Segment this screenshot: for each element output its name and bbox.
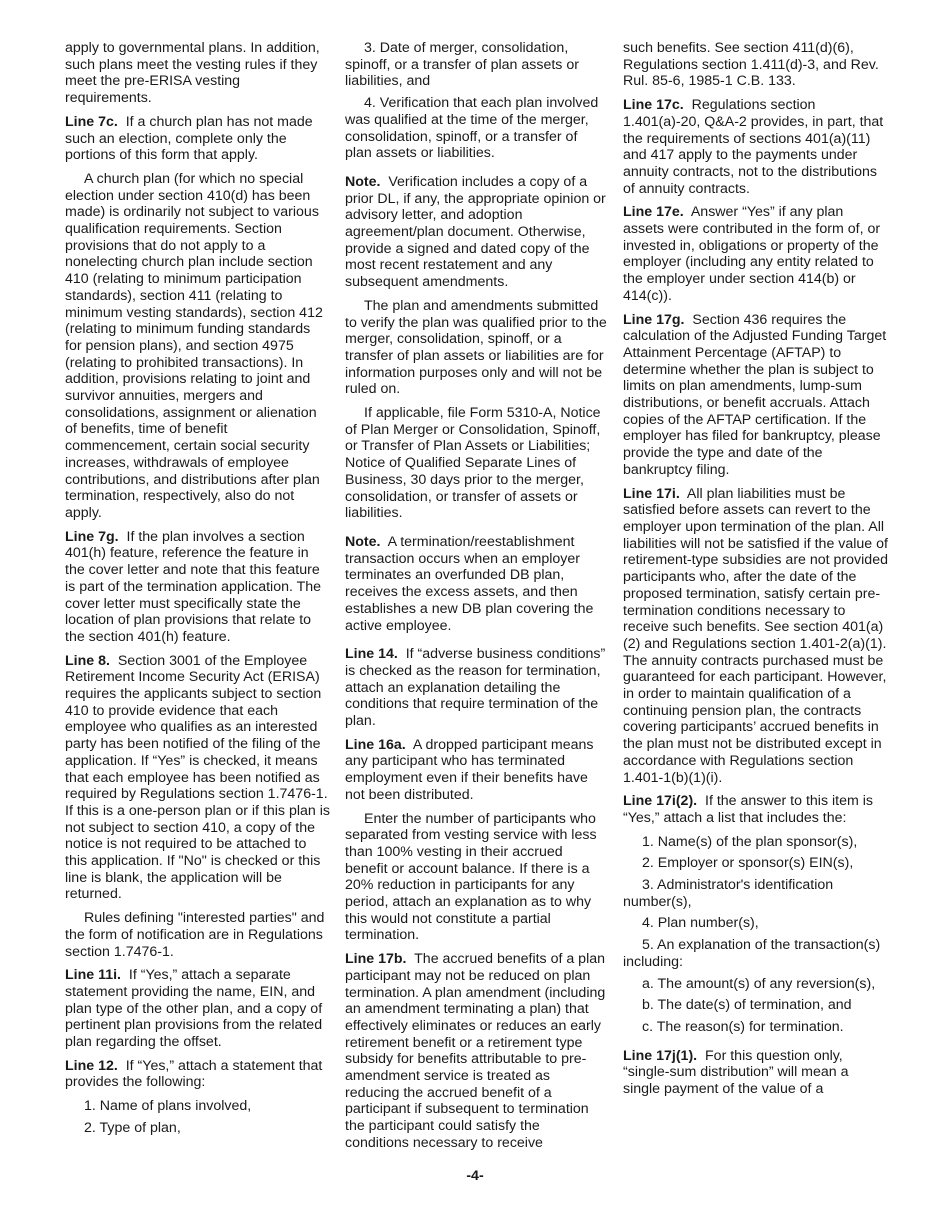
paragraph-text: If “Yes,” attach a separate statement providing the name, EIN, and plan type of the other plan, and a copy of pertinent plan provisions from the related plan regarding the offset. [65,967,323,1051]
sub-list-item: a. The amount(s) of any reversion(s), [642,975,876,992]
line-heading: Line 12. [65,1057,118,1074]
paragraph-line-12 [65,1058,330,1091]
paragraph-text: If the answer to this item is “Yes,” attach a list that includes the: [623,793,873,826]
list-item: 4. Plan number(s), [642,915,759,932]
line-heading: Line 7c. [65,113,118,130]
line-heading: Line 8. [65,652,110,669]
line-heading: Line 17c. [623,97,684,114]
paragraph-line-7c [65,114,330,164]
paragraph-line-8 [65,653,330,904]
paragraph-line-17b [345,951,607,1151]
paragraph-line-17j1 [623,1048,888,1098]
list-item: 1. Name(s) of the plan sponsor(s), [642,833,858,850]
page-number: -4- [466,1168,484,1184]
note-paragraph [345,174,607,291]
sub-list-item: b. The date(s) of termination, and [642,997,852,1014]
paragraph-line-11i [65,967,330,1051]
line-heading: Line 17i(2). [623,793,698,810]
paragraph-text: Section 436 requires the calculation of the Adjusted Funding Target Attainment Percentage (AFTAP) to determine whether the plan is subject to limits on plan amendments, lump-sum distributions, or benefit accruals. Attach copies of the AFTAP certification. If the employer has filed for bankruptcy, please provide the type and date of the bankruptcy filing. [623,311,887,478]
list-item: 3. Administrator's identification number(s), [623,877,834,910]
paragraph-text: If a church plan has not made such an election, complete only the portions of this form that apply. [65,113,313,164]
column-middle [345,40,607,1159]
sub-list-item: c. The reason(s) for termination. [642,1018,844,1035]
paragraph-text: Answer “Yes” if any plan assets were contributed in the form of, or invested in, obligations or property of the employer (including any entity related to the employer under section 414(b) or 414(c)). [623,204,881,304]
paragraph: such benefits. See section 411(d)(6), Regulations section 1.411(d)-3, and Rev. Rul. 85-6, 1985-1 C.B. 133. [623,40,879,90]
line-heading: Line 17e. [623,204,684,221]
paragraph-text: Verification includes a copy of a prior DL, if any, the appropriate opinion or advisory letter, and adoption agreement/plan document. Otherwise, provide a signed and dated copy of the most recent restatement and any subsequent amendments. [345,173,606,291]
line-heading: Line 17i. [623,485,680,502]
note-paragraph [345,534,607,634]
line-heading: Line 17g. [623,311,685,328]
paragraph-line-17g [623,312,888,479]
paragraph: apply to governmental plans. In addition, such plans meet the vesting rules if they meet the pre-ERISA vesting requirements. [65,40,320,107]
line-heading: Line 16a. [345,736,406,753]
paragraph-line-16a [345,737,607,804]
line-heading: Line 11i. [65,967,121,984]
paragraph: Enter the number of participants who separated from vesting service with less than 100% vesting in their accrued benefit or account balance. If there is a 20% reduction in participants for any period, attach an explanation as to why this would not constitute a partial termination. [345,810,597,944]
paragraph-text: A dropped participant means any participant who has terminated employment even if their benefits have not been distributed. [345,736,594,803]
paragraph-line-14 [345,646,607,730]
paragraph-text: If the plan involves a section 401(h) feature, reference the feature in the cover letter and note that this feature is part of the termination application. The cover letter must specifically state the location of plan provisions that relate to the section 401(h) feature. [65,528,322,645]
list-item: 4. Verification that each plan involved was qualified at the time of the merger, consolidation, spinoff, or a transfer of plan assets or liabilities. [345,95,599,162]
list-item: 2. Type of plan, [84,1119,181,1136]
paragraph-text: If “adverse business conditions” is checked as the reason for termination, attach an explanation detailing the conditions that require termination of the plan. [345,646,606,730]
paragraph-line-17i2 [623,793,888,826]
note-heading: Note. [345,173,381,190]
list-item: 1. Name of plans involved, [84,1098,252,1115]
list-item: 3. Date of merger, consolidation, spinoff, or a transfer of plan assets or liabilities, and [345,40,579,90]
paragraph-text: Section 3001 of the Employee Retirement Income Security Act (ERISA) requires the applicants subject to section 410 to provide evidence that each employee who qualifies as an interested party has been notified of the filing of the application. If “Yes” is checked, it means that each employee has been notified as required by Regulations section 1.7476-1. If this is a one-person plan or if this plan is not subject to section 410, a copy of the notice is not required to be attached to this application. If "No" is checked or this line is blank, the application will be returned. [65,652,330,903]
paragraph-text: Regulations section 1.401(a)-20, Q&A-2 provides, in part, that the requirements of sections 401(a)(11) and 417 apply to the payments under annuity contracts, not to the distributions of annuity contracts. [623,97,884,197]
column-right [623,40,888,1105]
paragraph-text: All plan liabilities must be satisfied before assets can revert to the employer upon termination of the plan. All liabilities will not be satisfied if the value of retirement-type subsidies are not provided participants who, after the date of the proposed termination, satisfy certain pre-termination conditions necessary to receive such benefits. See section 401(a)(2) and Regulations section 1.401-2(a)(1). The annuity contracts purchased must be guaranteed for each participant. However, in order to maintain qualification of a continuing pension plan, the contracts covering participants’ accrued benefits in the plan must not be distributed except in accordance with Regulations section 1.401-1(b)(1)(i). [623,485,888,786]
paragraph-text: A termination/reestablishment transaction occurs when an employer terminates an overfunded DB plan, receives the excess assets, and then establishes a new DB plan covering the active employee. [345,533,594,634]
list-item: 2. Employer or sponsor(s) EIN(s), [642,855,854,872]
paragraph-line-17c [623,97,888,197]
paragraph: A church plan (for which no special election under section 410(d) has been made) is ordinarily not subject to various qualification requirements. Section provisions that do not apply to a nonelecting church plan include section 410 (relating to minimum participation standards), section 411 (relating to minimum vesting standards), section 412 (relating to minimum funding standards for pension plans), and section 4975 (relating to prohibited transactions). In addition, provisions relating to joint and survivor annuities, mergers and consolidations, assignment or alienation of benefits, time of benefit commencement, certain social security increases, withdrawals of employee contributions, and distributions after plan termination, respectively, also do not apply. [65,170,323,521]
paragraph: The plan and amendments submitted to verify the plan was qualified prior to the merger, consolidation, spinoff, or a transfer of plan assets or liabilities are for information purposes only and will not be ruled on. [345,297,607,398]
paragraph-text: If “Yes,” attach a statement that provides the following: [65,1057,323,1091]
line-heading: Line 17b. [345,951,407,968]
paragraph-line-17i [623,486,888,787]
paragraph-text: For this question only, “single-sum distribution” will mean a single payment of the value of a [623,1047,849,1098]
line-heading: Line 7g. [65,528,119,545]
paragraph-line-7g [65,529,330,646]
line-heading: Line 17j(1). [623,1047,698,1064]
note-heading: Note. [345,533,381,550]
list-item: 5. An explanation of the transaction(s) including: [623,937,881,970]
paragraph: Rules defining "interested parties" and the form of notification are in Regulations section 1.7476-1. [65,910,325,960]
paragraph: If applicable, file Form 5310-A, Notice of Plan Merger or Consolidation, Spinoff, or Transfer of Plan Assets or Liabilities; Notice of Qualified Separate Lines of Business, 30 days prior to the merger, consolidation, or transfer of assets or liabilities. [345,405,601,522]
line-heading: Line 14. [345,646,398,663]
paragraph-line-17e [623,204,888,304]
paragraph-text: The accrued benefits of a plan participant may not be reduced on plan termination. A plan amendment (including an amendment terminating a plan) that effectively eliminates or reduces an early retirement benefit or a retirement type subsidy for benefits attributable to pre-amendment service is treated as reducing the accrued benefit of a participant if subsequent to termination the participant could satisfy the conditions necessary to receive [345,951,606,1151]
column-left [65,40,330,1142]
